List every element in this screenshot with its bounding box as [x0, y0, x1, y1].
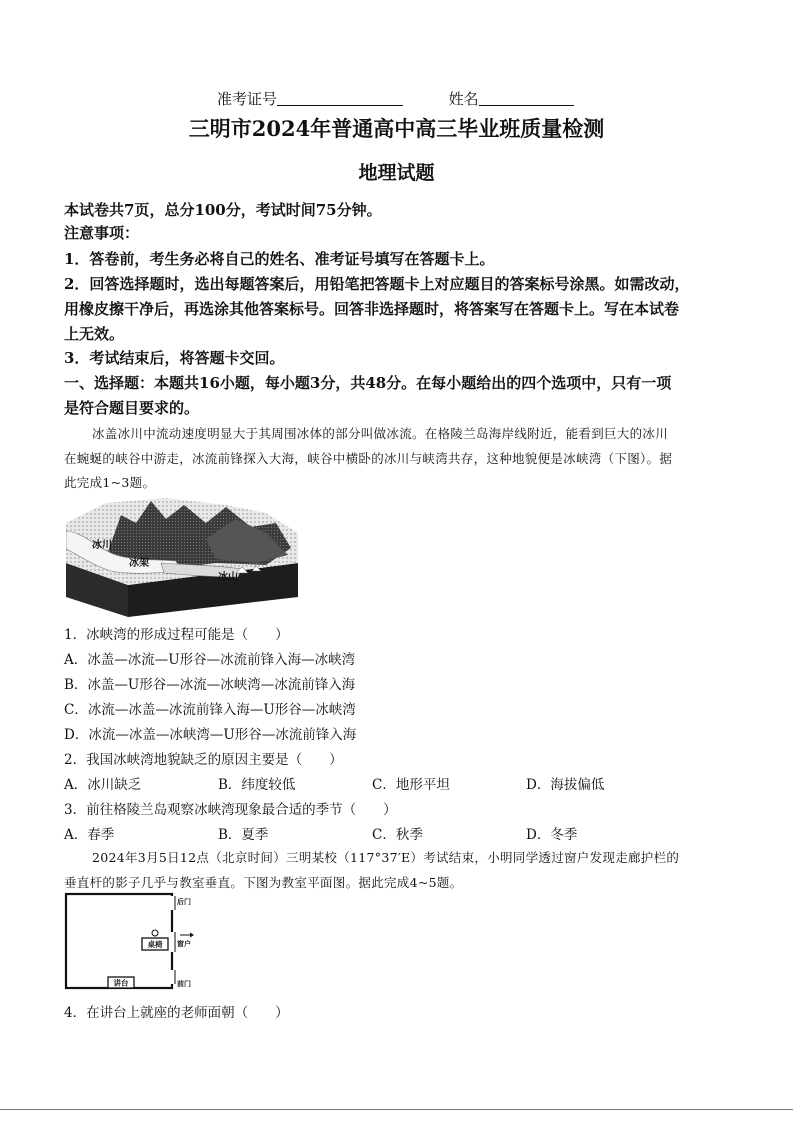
- front-door-label: 前门: [177, 981, 191, 988]
- question-3-option-c: C．秋季: [372, 827, 423, 843]
- passage-2-line-1: 2024年3月5日12点（北京时间）三明某校（117°37′E）考试结束，小明同学透过窗户发现走廊护栏的: [92, 850, 680, 865]
- admit-number-label: 准考证号: [217, 90, 278, 108]
- exam-title: 三明市2024年普通高中高三毕业班质量检测: [188, 116, 605, 141]
- student-seat: [152, 930, 158, 936]
- question-3-option-a: A．春季: [64, 827, 115, 843]
- name-label: 姓名: [448, 90, 479, 108]
- classroom-plan: [64, 892, 199, 992]
- notice-item-3: 3．考试结束后，将答题卡交回。: [64, 349, 285, 367]
- notice-item-2-line-3: 上无效。: [64, 325, 125, 343]
- admit-number-blank: [277, 91, 403, 106]
- notice-item-1: 1．答卷前，考生务必将自己的姓名、准考证号填写在答题卡上。: [64, 250, 495, 268]
- question-3-option-d: D．冬季: [526, 827, 578, 843]
- question-3-options: [64, 823, 764, 843]
- label-ice-shelf: 冰架: [129, 558, 149, 569]
- passage-1-line-1: 冰盖冰川中流动速度明显大于其周围冰体的部分叫做冰流。在格陵兰岛海岸线附近，能看到巨大的冰川: [92, 426, 669, 441]
- passage-1-line-3: 此完成1~3题。: [64, 475, 156, 490]
- question-4-stem: 4．在讲台上就座的老师面朝（ ）: [64, 1005, 289, 1021]
- window-label: 窗户: [177, 941, 191, 948]
- question-2-option-b: B．纬度较低: [218, 777, 296, 793]
- fjord-diagram: [66, 493, 298, 617]
- question-2-option-c: C．地形平坦: [372, 777, 450, 793]
- question-3-option-b: B．夏季: [218, 827, 269, 843]
- exam-intro: 本试卷共7页，总分100分，考试时间75分钟。: [64, 201, 382, 219]
- question-1-stem: 1．冰峡湾的形成过程可能是（ ）: [64, 627, 289, 643]
- passage-1-line-2: 在蜿蜒的峡谷中游走，冰流前锋探入大海，峡谷中横卧的冰川与峡湾共存，这种地貌便是冰峡湾（下图）。据: [64, 451, 673, 466]
- podium-label: 讲台: [113, 978, 129, 988]
- question-3-stem: 3．前往格陵兰岛观察冰峡湾现象最合适的季节（ ）: [64, 802, 397, 818]
- page-bottom-rule: [0, 1109, 793, 1110]
- question-2-option-a: A．冰川缺乏: [64, 777, 142, 793]
- desk-label: 桌椅: [147, 940, 163, 949]
- passage-2-line-2: 垂直杆的影子几乎与教室垂直。下图为教室平面图。据此完成4~5题。: [64, 875, 463, 890]
- section-1-heading-line-2: 是符合题目要求的。: [64, 399, 200, 417]
- notice-item-2-line-1: 2．回答选择题时，选出每题答案后，用铅笔把答题卡上对应题目的答案标号涂黑。如需改动，: [64, 275, 690, 293]
- question-2-options: [64, 773, 764, 793]
- question-2-option-d: D．海拔偏低: [526, 777, 605, 793]
- notice-title: 注意事项：: [64, 224, 140, 242]
- label-glacier: 冰川: [92, 540, 112, 551]
- back-door-label: 后门: [177, 899, 191, 906]
- question-1-option-a: A．冰盖—冰流—U形谷—冰流前锋入海—冰峡湾: [64, 652, 356, 668]
- question-1-option-c: C．冰流—冰盖—冰流前锋入海—U形谷—冰峡湾: [64, 702, 356, 718]
- label-iceberg: 冰山: [218, 572, 238, 583]
- question-1-option-d: D．冰流—冰盖—冰峡湾—U形谷—冰流前锋入海: [64, 727, 357, 743]
- subject-title: 地理试题: [358, 162, 435, 184]
- question-1-option-b: B．冰盖—U形谷—冰流—冰峡湾—冰流前锋入海: [64, 677, 356, 693]
- notice-item-2-line-2: 用橡皮擦干净后，再选涂其他答案标号。回答非选择题时，将答案写在答题卡上。写在本试卷: [64, 300, 680, 318]
- question-2-stem: 2．我国冰峡湾地貌缺乏的原因主要是（ ）: [64, 752, 343, 768]
- section-1-heading-line-1: 一、选择题：本题共16小题，每小题3分，共48分。在每小题给出的四个选项中，只有一项: [64, 374, 672, 392]
- name-blank: [479, 91, 574, 106]
- candidate-info-row: [217, 88, 574, 109]
